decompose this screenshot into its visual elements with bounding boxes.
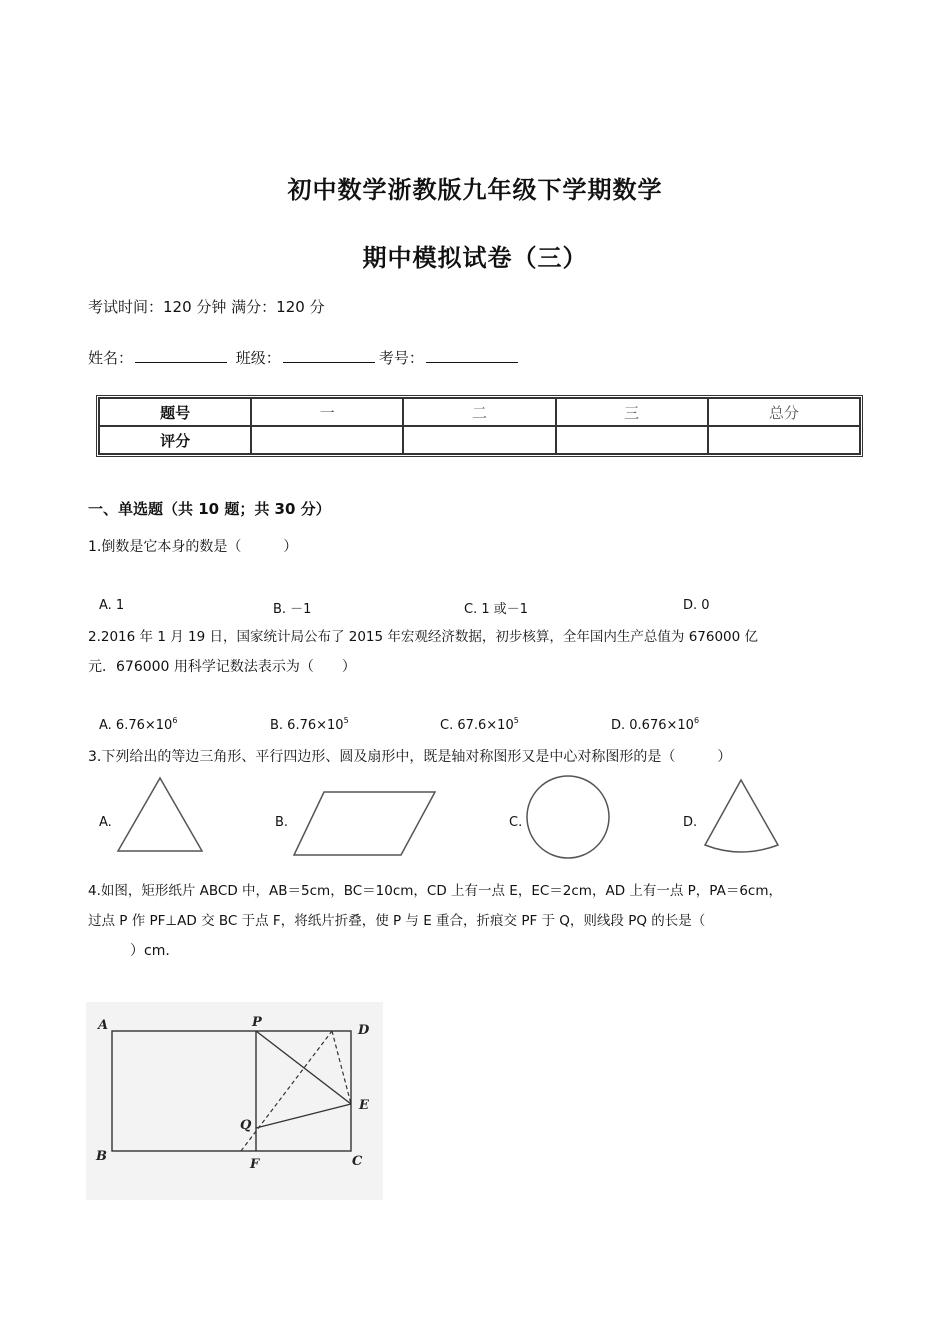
q2-option-c-exp: 5 [513, 716, 519, 725]
class-blank[interactable] [283, 348, 375, 363]
q2-option-a-base: A. 6.76×10 [99, 718, 173, 733]
circle-shape[interactable] [524, 773, 614, 863]
q4-label-c: C [352, 1154, 363, 1169]
q2-option-d[interactable] [611, 716, 699, 733]
score-cell-total[interactable] [708, 426, 860, 454]
sector-shape[interactable] [700, 775, 785, 860]
exam-no-label: 考号： [378, 349, 424, 367]
score-cell-1[interactable] [251, 426, 403, 454]
q4-label-q: Q [240, 1118, 252, 1133]
q1-option-d[interactable]: D. 0 [683, 598, 710, 613]
q4-rectangle-fold-figure [86, 1002, 383, 1200]
score-cell-3[interactable] [556, 426, 708, 454]
q2-option-b-exp: 5 [343, 716, 349, 725]
q2-option-b-base: B. 6.76×10 [270, 718, 344, 733]
page-title-line2: 期中模拟试卷（三） [362, 244, 588, 272]
q1-option-a[interactable]: A. 1 [99, 598, 125, 613]
question-3-text: 3.下列给出的等边三角形、平行四边形、圆及扇形中，既是轴对称图形又是中心对称图形的是（ ） [88, 749, 732, 765]
q4-label-e: E [359, 1098, 369, 1113]
q4-label-p: P [252, 1015, 262, 1030]
col-header-1: 一 [251, 398, 403, 426]
question-4-text-line3: ）cm. [88, 943, 170, 959]
q4-label-a: A [98, 1018, 109, 1033]
score-table-score-row [99, 426, 860, 454]
q3-option-b-label[interactable]: B. [275, 815, 289, 830]
q2-option-a[interactable] [99, 716, 177, 733]
q2-option-c[interactable] [440, 716, 519, 733]
q3-option-c-label[interactable]: C. [509, 815, 523, 830]
student-info-row [88, 347, 522, 368]
q4-label-d: D [358, 1023, 370, 1038]
question-2-text-line2: 元．676000 用科学记数法表示为（ ） [88, 659, 356, 675]
score-table [96, 395, 863, 457]
score-cell-2[interactable] [403, 426, 555, 454]
question-2-text-line1: 2.2016 年 1 月 19 日，国家统计局公布了 2015 年宏观经济数据，初步核算，全年国内生产总值为 676000 亿 [88, 629, 759, 645]
q3-option-d-label[interactable]: D. [683, 815, 698, 830]
exam-no-blank[interactable] [426, 348, 518, 363]
q2-option-c-base: C. 67.6×10 [440, 718, 514, 733]
question-4-text-line2: 过点 P 作 PF⊥AD 交 BC 于点 F，将纸片折叠，使 P 与 E 重合，折痕交 PF 于 Q，则线段 PQ 的长是（ [88, 913, 706, 929]
name-label: 姓名： [88, 349, 134, 367]
q4-label-b: B [96, 1149, 107, 1164]
q3-option-a-label[interactable]: A. [99, 815, 112, 830]
row-header-score: 评分 [99, 426, 251, 454]
q4-label-f: F [250, 1157, 260, 1172]
row-header-question-no: 题号 [99, 398, 251, 426]
q1-option-b[interactable]: B. －1 [273, 602, 312, 617]
q2-option-d-exp: 6 [693, 716, 700, 725]
question-1-text: 1.倒数是它本身的数是（ ） [88, 539, 298, 555]
col-header-2: 二 [403, 398, 555, 426]
question-4-text-line1: 4.如图，矩形纸片 ABCD 中，AB＝5cm，BC＝10cm，CD 上有一点 E，EC＝2cm，AD 上有一点 P，PA＝6cm， [88, 883, 782, 899]
section-heading: 一、单选题（共 10 题；共 30 分） [88, 500, 331, 518]
name-blank[interactable] [135, 348, 227, 363]
parallelogram-shape[interactable] [290, 788, 440, 858]
page-title-line1: 初中数学浙教版九年级下学期数学 [287, 176, 663, 204]
equilateral-triangle-shape[interactable] [110, 775, 210, 855]
q2-option-a-exp: 6 [172, 716, 178, 725]
col-header-total: 总分 [708, 398, 860, 426]
score-table-header-row [99, 398, 860, 426]
col-header-3: 三 [556, 398, 708, 426]
q1-option-c[interactable]: C. 1 或－1 [464, 602, 529, 617]
exam-info: 考试时间：120 分钟 满分：120 分 [88, 298, 325, 316]
class-label: 班级： [235, 349, 281, 367]
q2-option-b[interactable] [270, 716, 349, 733]
q2-option-d-base: D. 0.676×10 [611, 718, 694, 733]
